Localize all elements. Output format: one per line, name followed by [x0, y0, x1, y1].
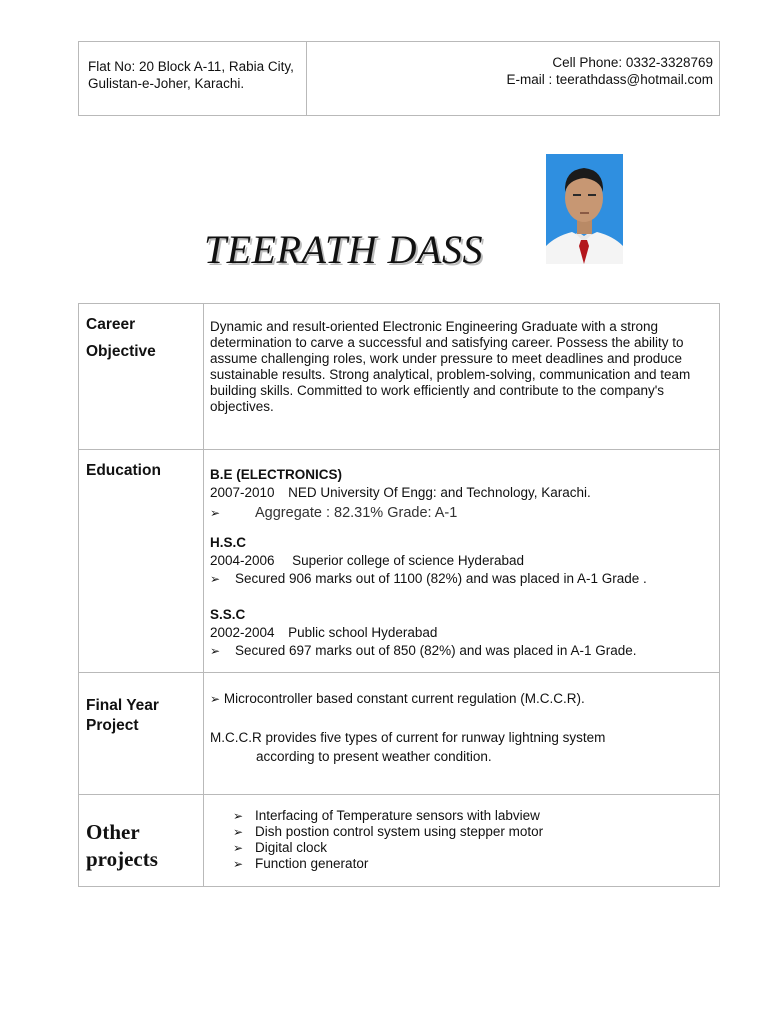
final-year-project-label: [86, 696, 159, 736]
profile-photo: [546, 154, 623, 264]
hsc-institute: Superior college of science Hyderabad: [292, 553, 524, 568]
final-project-desc-line-1: M.C.C.R provides five types of current for runway lightning system: [210, 730, 606, 745]
career-line: building skills. Committed to work efficiently and contribute to the company's: [210, 383, 665, 398]
email-text: E-mail : teerathdass@hotmail.com: [506, 72, 713, 87]
career-line: sustainable results. Strong analytical, problem-solving, communication and team: [210, 367, 691, 382]
bullet-arrow-icon: ➢: [210, 506, 221, 520]
row-divider: [78, 672, 720, 673]
ssc-years: 2002-2004: [210, 625, 275, 640]
career-label-line-1: Career: [86, 316, 136, 333]
be-detail: Aggregate : 82.31% Grade: A-1: [255, 505, 458, 521]
other-projects-label: [86, 819, 158, 873]
final-project-title: Microcontroller based constant current regulation (M.C.C.R).: [223, 691, 585, 706]
education-label: Education: [86, 462, 161, 479]
career-objective-label: [86, 311, 156, 365]
row-divider: [78, 794, 720, 795]
other-projects-list: [233, 808, 543, 872]
bullet-arrow-icon: ➢: [210, 692, 221, 706]
hsc-detail-row: [210, 570, 647, 588]
education-content: [210, 466, 647, 660]
be-row: [210, 484, 647, 502]
project-item-text: Dish postion control system using stepper motor: [255, 824, 544, 839]
career-line: Dynamic and result-oriented Electronic Engineering Graduate with a strong: [210, 319, 658, 334]
hsc-row: [210, 552, 647, 570]
candidate-name: TEERATH DASS: [204, 227, 483, 272]
address-line-1: Flat No: 20 Block A-11, Rabia City,: [88, 59, 294, 74]
row-divider: [78, 449, 720, 450]
address-block: [88, 58, 294, 92]
bullet-arrow-icon: ➢: [233, 841, 244, 855]
ssc-detail-row: [210, 642, 647, 660]
list-item: [233, 840, 543, 856]
be-title: B.E (ELECTRONICS): [210, 467, 343, 482]
project-item-text: Digital clock: [255, 840, 328, 855]
other-projects-label-line-2: projects: [86, 847, 158, 871]
list-item: [233, 808, 543, 824]
bullet-arrow-icon: ➢: [210, 644, 221, 658]
ssc-row: [210, 624, 647, 642]
be-detail-row: [210, 502, 647, 524]
final-project-label-line-2: Project: [86, 717, 139, 734]
career-objective-text: [210, 319, 690, 415]
list-item: [233, 824, 543, 840]
career-line: assume challenging roles, work under pressure to meet deadlines and produce: [210, 351, 683, 366]
phone-text: Cell Phone: 0332-3328769: [552, 55, 713, 70]
list-item: [233, 856, 543, 872]
address-line-2: Gulistan-e-Joher, Karachi.: [88, 76, 245, 91]
final-project-desc-line-2: according to present weather condition.: [256, 749, 492, 764]
be-institute: NED University Of Engg: and Technology, Karachi.: [288, 485, 591, 500]
career-line: objectives.: [210, 399, 274, 414]
career-label-line-2: Objective: [86, 343, 156, 360]
bullet-arrow-icon: ➢: [233, 809, 244, 823]
hsc-years: 2004-2006: [210, 553, 275, 568]
final-project-content: [210, 690, 605, 766]
ssc-title: S.S.C: [210, 607, 246, 622]
contact-block: [506, 54, 713, 88]
final-project-title-row: [210, 690, 605, 708]
bullet-arrow-icon: ➢: [233, 857, 244, 871]
ssc-institute: Public school Hyderabad: [288, 625, 438, 640]
be-years: 2007-2010: [210, 485, 275, 500]
hsc-title: H.S.C: [210, 535, 247, 550]
column-divider: [203, 303, 204, 887]
career-line: determination to carve a successful and satisfying career. Possess the ability to: [210, 335, 684, 350]
ssc-detail: Secured 697 marks out of 850 (82%) and was placed in A-1 Grade.: [235, 643, 637, 658]
other-projects-label-line-1: Other: [86, 820, 140, 844]
project-item-text: Interfacing of Temperature sensors with labview: [255, 808, 540, 823]
bullet-arrow-icon: ➢: [210, 572, 221, 586]
hsc-detail: Secured 906 marks out of 1100 (82%) and was placed in A-1 Grade .: [235, 571, 647, 586]
final-project-label-line-1: Final Year: [86, 697, 159, 714]
header-divider: [306, 41, 307, 116]
bullet-arrow-icon: ➢: [233, 825, 244, 839]
project-item-text: Function generator: [255, 856, 369, 871]
